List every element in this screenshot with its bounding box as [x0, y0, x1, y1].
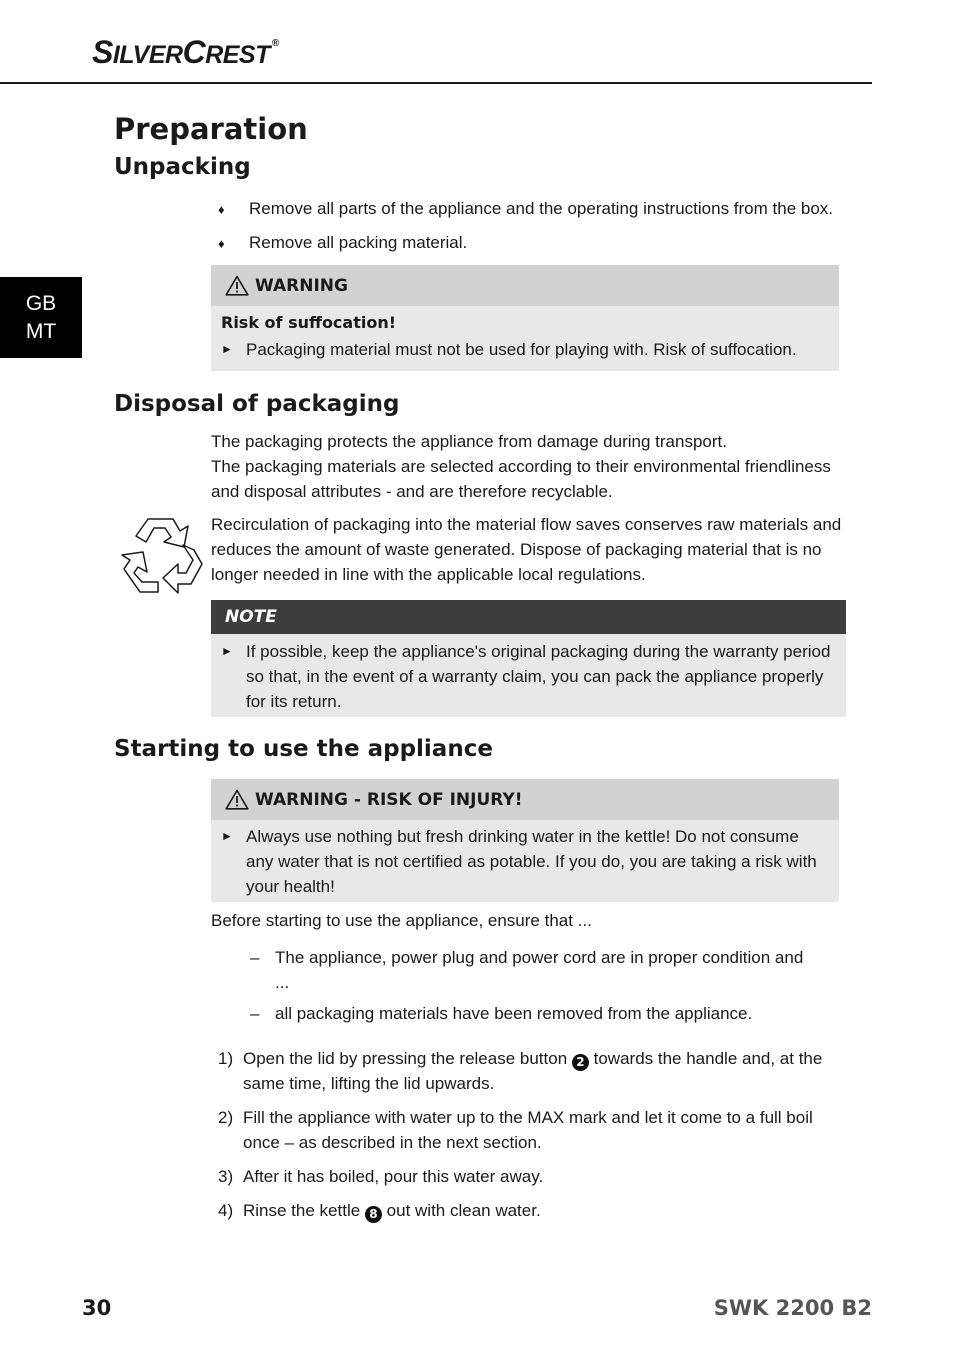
note-header: NOTE [211, 600, 846, 634]
note-item: ► If possible, keep the appliance's original packaging during the warranty period so that, in the event of a warranty claim, you can pack the appliance properly for its return. [211, 639, 846, 714]
step-item: 3) After it has boiled, pour this water away. [218, 1167, 544, 1186]
reference-number-badge: 8 [365, 1206, 382, 1223]
diamond-bullet-icon: ♦ [218, 202, 225, 217]
warning-header: WARNING [211, 265, 839, 306]
warning-triangle-icon [225, 789, 249, 810]
header-rule [0, 82, 872, 84]
starting-intro: Before starting to use the appliance, ensure that ... [211, 911, 592, 930]
heading-unpacking: Unpacking [114, 154, 251, 180]
warning-box-suffocation [211, 265, 839, 371]
language-code-gb: GB [25, 291, 57, 315]
warning-triangle-icon [225, 275, 249, 296]
language-tab [0, 277, 82, 358]
recycling-icon [118, 514, 206, 594]
step-item: 4) Rinse the kettle 8 out with clean water. [218, 1201, 541, 1221]
step-item: 1) Open the lid by pressing the release button 2 towards the handle and, at the same time, lifting the lid upwards. [218, 1049, 823, 1093]
reference-number-badge: 2 [572, 1054, 589, 1071]
note-box [211, 600, 846, 717]
page-number: 30 [82, 1296, 112, 1320]
warning-item: ► Always use nothing but fresh drinking water in the kettle! Do not consume any water that is not certified as potable. If you do, you are taking a risk with your health! [211, 824, 839, 899]
step-item: 2) Fill the appliance with water up to the MAX mark and let it come to a full boil once – as described in the next section. [218, 1108, 813, 1152]
page-title: Preparation [114, 112, 308, 146]
triangle-bullet-icon: ► [221, 342, 233, 356]
list-item: ♦ Remove all parts of the appliance and the operating instructions from the box. [218, 196, 833, 222]
warning-box-injury [211, 779, 839, 902]
language-code-mt: MT [25, 319, 57, 343]
brand-logo: SILVERCREST ® [92, 34, 279, 70]
diamond-bullet-icon: ♦ [218, 236, 225, 251]
disposal-paragraph-2: Recirculation of packaging into the material flow saves conserves raw materials and reduces the amount of waste generated. Dispose of packaging material that is no longer needed in line with the applicable local regulations. [211, 515, 842, 584]
triangle-bullet-icon: ► [221, 829, 233, 843]
model-number: SWK 2200 B2 [713, 1296, 872, 1320]
disposal-paragraph-1: The packaging protects the appliance from damage during transport. The packaging materials are selected according to their environmental friendliness and disposal attributes - and are therefore recyclable. [211, 432, 831, 501]
triangle-bullet-icon: ► [221, 644, 233, 658]
list-item: – all packaging materials have been removed from the appliance. [250, 1004, 753, 1023]
list-item: – The appliance, power plug and power cord are in proper condition and ... [250, 948, 804, 992]
warning-subheading: Risk of suffocation! [221, 313, 397, 332]
list-item: ♦ Remove all packing material. [218, 230, 467, 256]
heading-starting: Starting to use the appliance [114, 736, 493, 762]
heading-disposal: Disposal of packaging [114, 391, 400, 417]
warning-header: WARNING - RISK OF INJURY! [211, 779, 839, 820]
warning-item: ► Packaging material must not be used for playing with. Risk of suffocation. [211, 337, 839, 362]
